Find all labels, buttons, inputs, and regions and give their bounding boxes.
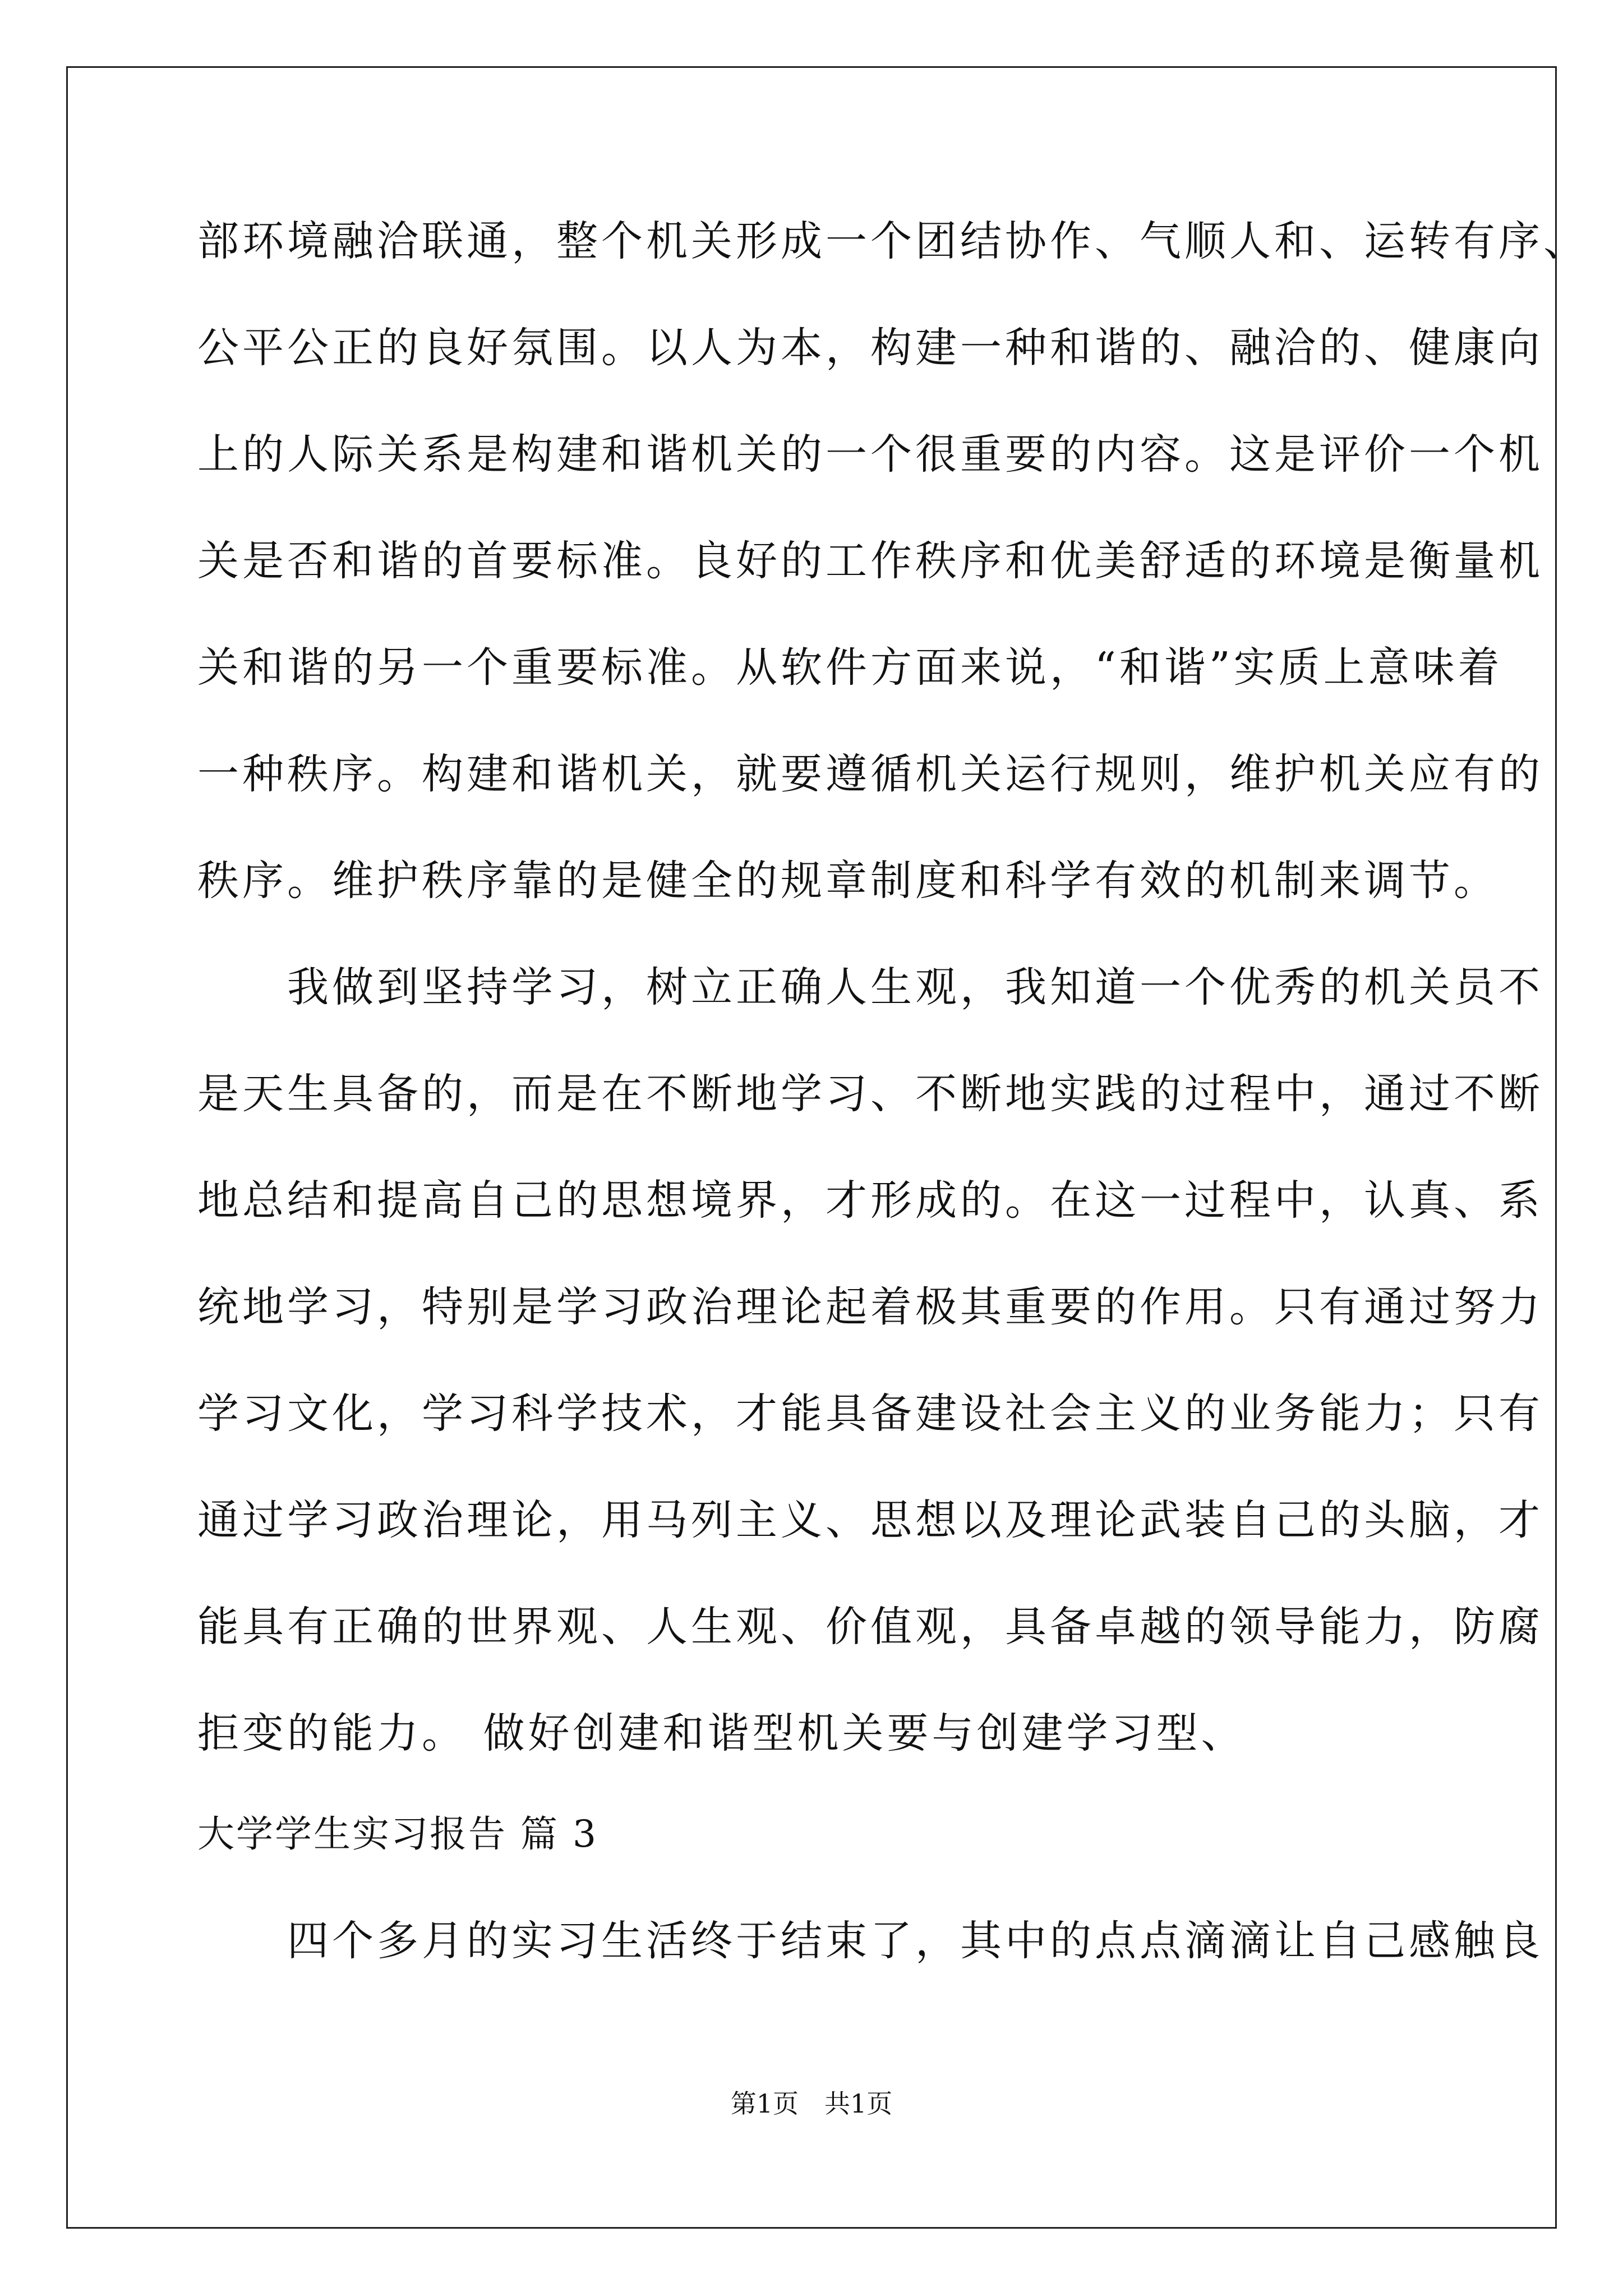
text-line: 上的人际关系是构建和谐机关的一个很重要的内容。这是评价一个机 <box>197 430 1543 478</box>
text-line: 是天生具备的，而是在不断地学习、不断地实践的过程中，通过不断 <box>197 1070 1543 1118</box>
text-line: 公平公正的良好氛围。以人为本，构建一种和谐的、融洽的、健康向 <box>197 324 1543 372</box>
text-line: 部环境融洽联通，整个机关形成一个团结协作、气顺人和、运转有序、 <box>197 217 1588 265</box>
text-line: 关和谐的另一个重要标准。从软件方面来说，“和谐”实质上意味着 <box>197 643 1503 692</box>
text-line: 能具有正确的世界观、人生观、价值观，具备卓越的领导能力，防腐 <box>197 1603 1543 1651</box>
text-line: 地总结和提高自己的思想境界，才形成的。在这一过程中，认真、系 <box>197 1176 1543 1225</box>
text-line: 拒变的能力。 做好创建和谐型机关要与创建学习型、 <box>197 1709 1246 1757</box>
text-line: 学习文化，学习科学技术，才能具备建设社会主义的业务能力；只有 <box>197 1389 1543 1438</box>
text-line: 秩序。维护秩序靠的是健全的规章制度和科学有效的机制来调节。 <box>197 857 1498 905</box>
text-line: 统地学习，特别是学习政治理论起着极其重要的作用。只有通过努力 <box>197 1283 1543 1331</box>
paragraph-start-line: 四个多月的实习生活终于结束了，其中的点点滴滴让自己感触良 <box>197 1917 1543 1965</box>
text-line: 通过学习政治理论，用马列主义、思想以及理论武装自己的头脑，才 <box>197 1496 1543 1544</box>
section-heading: 大学学生实习报告 篇 3 <box>197 1812 598 1856</box>
page-border <box>66 66 1557 2229</box>
text-line: 关是否和谐的首要标准。良好的工作秩序和优美舒适的环境是衡量机 <box>197 537 1543 585</box>
page-number-footer: 第1页 共1页 <box>730 2088 893 2119</box>
paragraph-start-line: 我做到坚持学习，树立正确人生观，我知道一个优秀的机关员不 <box>197 963 1543 1011</box>
text-line: 一种秩序。构建和谐机关，就要遵循机关运行规则，维护机关应有的 <box>197 750 1543 798</box>
